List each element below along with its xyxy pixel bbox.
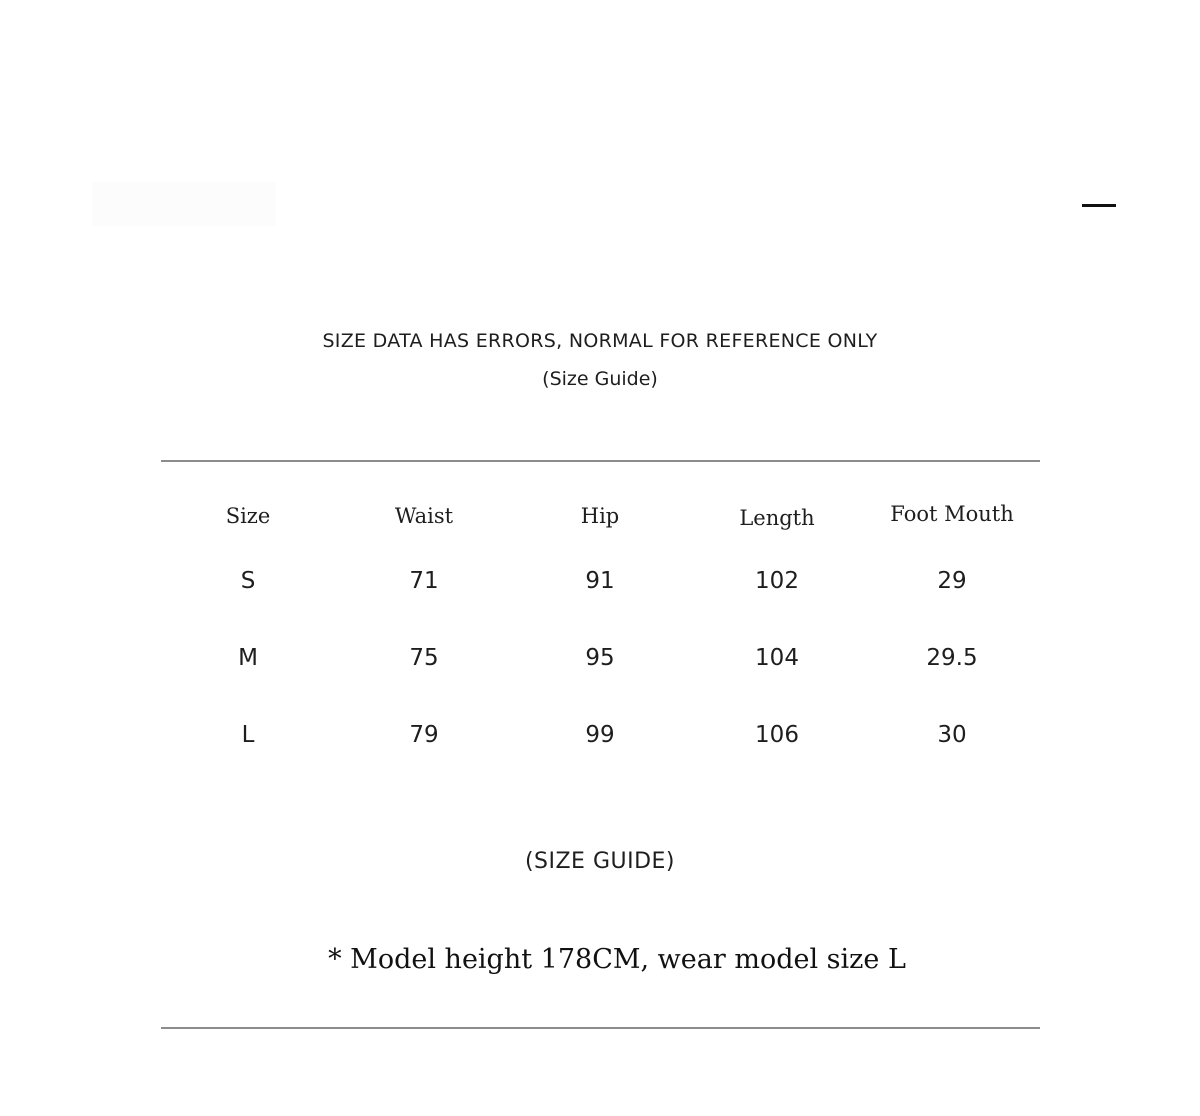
table-bottom-divider [161, 1027, 1040, 1029]
cell-foot-mouth: 30 [937, 722, 967, 748]
header-length: Length [739, 506, 815, 530]
cell-length: 106 [755, 722, 799, 748]
header-foot-mouth: Foot Mouth [890, 502, 1014, 526]
cell-waist: 75 [409, 645, 439, 671]
cell-waist: 71 [409, 568, 439, 594]
faded-image-fragment [92, 182, 276, 226]
cell-hip: 99 [585, 722, 615, 748]
header-size: Size [225, 504, 271, 528]
dash-mark [1082, 204, 1116, 207]
size-guide-label: (SIZE GUIDE) [524, 849, 676, 874]
cell-size: M [238, 645, 258, 671]
size-disclaimer: SIZE DATA HAS ERRORS, NORMAL FOR REFERENCE ONLY [322, 330, 878, 352]
size-guide-subtitle: (Size Guide) [542, 368, 658, 390]
model-size-note: * Model height 178CM, wear model size L [328, 944, 906, 975]
table-top-divider [161, 460, 1040, 462]
cell-length: 104 [755, 645, 799, 671]
header-hip: Hip [580, 504, 620, 528]
cell-waist: 79 [409, 722, 439, 748]
cell-size: S [240, 568, 256, 594]
header-waist: Waist [394, 504, 454, 528]
cell-length: 102 [755, 568, 799, 594]
cell-size: L [241, 722, 255, 748]
cell-foot-mouth: 29.5 [926, 645, 978, 671]
cell-hip: 95 [585, 645, 615, 671]
cell-hip: 91 [585, 568, 615, 594]
cell-foot-mouth: 29 [937, 568, 967, 594]
